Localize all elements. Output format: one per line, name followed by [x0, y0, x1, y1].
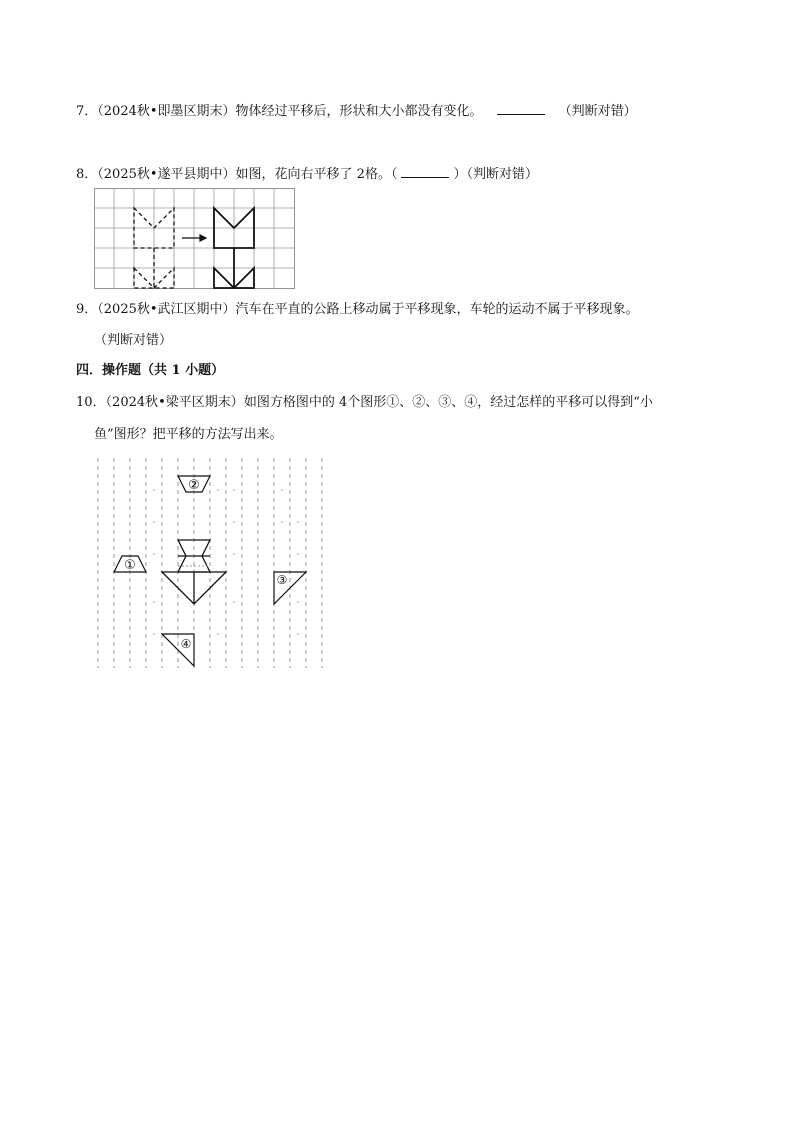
question-source: （2024秋•即墨区期末） — [97, 104, 236, 119]
question-7 — [76, 102, 637, 121]
question-text-line1: 如图方格图中的 4个图形①、②、③、④，经过怎样的平移可以得到“小 — [243, 395, 653, 410]
question-8 — [76, 165, 538, 184]
question-source: （2025秋•武江区期中） — [97, 302, 236, 317]
question-tail: （判断对错） — [558, 104, 637, 119]
question-tail: （判断对错） — [466, 167, 538, 182]
question-10 — [76, 394, 653, 412]
question-number: 10． — [76, 395, 106, 410]
section-heading — [76, 362, 224, 380]
question-9-tail — [94, 332, 172, 350]
shape-4-label: ④ — [180, 637, 192, 651]
question-text: 物体经过平移后，形状和大小都没有变化。 — [235, 104, 483, 119]
question-source: （2024秋•梁平区期末） — [105, 395, 244, 410]
flower-grid-figure — [94, 188, 296, 290]
shape-1-label: ① — [124, 558, 136, 573]
paren-close: ） — [453, 167, 467, 182]
answer-blank[interactable] — [497, 102, 545, 115]
fish-grid-figure — [96, 458, 326, 670]
question-text: 汽车在平直的公路上移动属于平移现象，车轮的运动不属于平移现象。 — [235, 302, 639, 317]
question-text: 如图，花向右平移了 2格。 — [235, 167, 391, 182]
question-number: 9． — [76, 302, 98, 317]
question-text-line2: 鱼”图形？把平移的方法写出来。 — [94, 427, 283, 442]
question-number: 7． — [76, 104, 98, 119]
question-source: （2025秋•遂平县期中） — [97, 167, 236, 182]
shape-2-label: ② — [188, 478, 200, 493]
question-number: 8． — [76, 167, 98, 182]
answer-blank[interactable] — [401, 165, 449, 178]
paren-open: （ — [390, 167, 398, 182]
question-9 — [76, 301, 639, 319]
question-10-line2 — [94, 426, 283, 444]
question-tail: （判断对错） — [94, 333, 173, 348]
shape-3-label: ③ — [276, 573, 288, 587]
section-title: 四．操作题（共 1 小题） — [76, 363, 225, 378]
